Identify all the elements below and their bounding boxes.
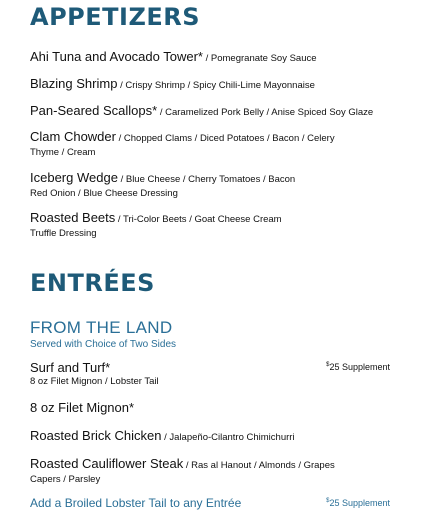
item-description: / Tri-Color Beets / Goat Cheese Cream (115, 214, 282, 225)
menu-item (30, 77, 410, 93)
item-description: / Chopped Clams / Diced Potatoes / Bacon / Celery (115, 133, 335, 144)
item-name: Iceberg Wedge (30, 170, 118, 185)
item-description: / Jalapeño-Cilantro Chimichurri (161, 432, 295, 443)
currency-symbol: $ (326, 362, 330, 368)
addon-price (326, 498, 390, 508)
item-description-continued: Thyme / Cream (30, 147, 96, 158)
section-note: Served with Choice of Two Sides (30, 339, 177, 350)
menu-item (30, 429, 410, 445)
addon-line: Add a Broiled Lobster Tail to any Entrée (30, 496, 242, 510)
price-text: 25 Supplement (329, 498, 390, 508)
menu-item (30, 104, 410, 120)
currency-symbol: $ (326, 498, 330, 504)
item-name: 8 oz Filet Mignon* (30, 400, 135, 415)
item-description-continued: Capers / Parsley (30, 474, 101, 485)
item-name: Surf and Turf* (30, 360, 111, 375)
menu-item (30, 130, 410, 160)
menu-item (30, 401, 410, 415)
item-description: / Pomegranate Soy Sauce (202, 53, 317, 64)
item-description-continued: 8 oz Filet Mignon / Lobster Tail (30, 376, 159, 387)
item-name: Blazing Shrimp (30, 76, 118, 91)
menu-item (30, 50, 410, 66)
menu-item (30, 171, 410, 201)
menu-item (30, 211, 410, 241)
item-description-continued: Red Onion / Blue Cheese Dressing (30, 188, 178, 199)
item-description: / Ras al Hanout / Almonds / Grapes (183, 460, 335, 471)
item-name: Ahi Tuna and Avocado Tower* (30, 49, 203, 64)
item-description: / Crispy Shrimp / Spicy Chili-Lime Mayonnaise (117, 80, 315, 91)
item-name: Roasted Cauliflower Steak (30, 456, 184, 471)
menu-item (30, 457, 410, 487)
item-name: Roasted Brick Chicken (30, 428, 162, 443)
entrees-heading: ENTRÉES (30, 269, 155, 297)
item-name: Clam Chowder (30, 129, 116, 144)
item-name: Pan-Seared Scallops* (30, 103, 158, 118)
price-text: 25 Supplement (329, 362, 390, 372)
item-description: / Blue Cheese / Cherry Tomatoes / Bacon (117, 174, 296, 185)
appetizers-heading: APPETIZERS (30, 3, 201, 31)
price-supplement (326, 362, 390, 372)
item-description: / Caramelized Pork Belly / Anise Spiced Soy Glaze (157, 107, 374, 118)
item-description-continued: Truffle Dressing (30, 228, 97, 239)
item-name: Roasted Beets (30, 210, 116, 225)
section-title: FROM THE LAND (30, 318, 173, 337)
